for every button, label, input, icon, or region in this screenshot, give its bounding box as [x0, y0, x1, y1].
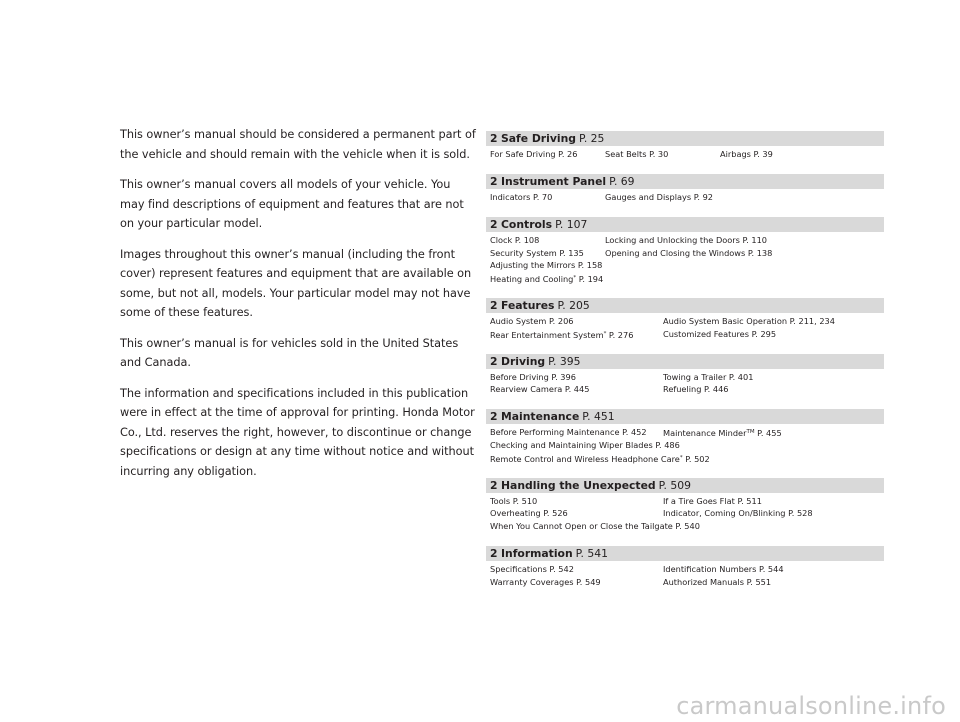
intro-text	[120, 125, 476, 492]
toc-link[interactable]: Refueling P. 446	[663, 384, 729, 395]
toc-link-text: Remote Control and Wireless Headphone Care	[490, 453, 680, 464]
toc-link[interactable]: Overheating P. 526	[490, 508, 568, 519]
toc-link[interactable]: Audio System P. 206	[490, 316, 574, 327]
toc-row	[486, 272, 884, 285]
toc-link[interactable]: Specifications P. 542	[490, 564, 574, 574]
toc-link[interactable]: Audio System Basic Operation P. 211, 234	[663, 316, 835, 327]
toc-link-page: P. 276	[606, 329, 634, 340]
toc-row	[486, 452, 884, 465]
page-reference-icon: 2	[490, 132, 498, 145]
toc-link[interactable]: When You Cannot Open or Close the Tailgate P. 540	[490, 520, 700, 531]
model-dependent-asterisk: *	[603, 330, 607, 337]
toc-row	[486, 426, 884, 439]
toc-section-maintenance	[486, 409, 884, 464]
toc-row	[486, 328, 884, 341]
toc-link[interactable]: If a Tire Goes Flat P. 511	[663, 495, 762, 506]
section-title: Maintenance	[501, 410, 580, 424]
toc-link[interactable]	[490, 272, 603, 285]
toc-row	[486, 563, 884, 576]
page-reference-icon: 2	[490, 175, 498, 189]
toc-row	[486, 371, 884, 384]
toc-link[interactable]: Identification Numbers P. 544	[663, 564, 784, 574]
section-header[interactable]	[486, 478, 884, 493]
section-title: Safe Driving	[501, 132, 576, 145]
trademark-mark: TM	[746, 429, 755, 436]
toc-link[interactable]: Opening and Closing the Windows P. 138	[605, 247, 773, 258]
section-page: P. 541	[575, 547, 608, 560]
toc-link[interactable]	[663, 426, 782, 439]
toc-row	[486, 234, 884, 247]
toc-link[interactable]: Gauges and Displays P. 92	[605, 192, 713, 203]
toc-link[interactable]: For Safe Driving P. 26	[490, 149, 578, 159]
toc-link[interactable]	[490, 452, 710, 465]
table-of-contents	[486, 131, 884, 602]
toc-link[interactable]: Airbags P. 39	[720, 149, 773, 159]
toc-row	[486, 383, 884, 396]
intro-paragraph: Images throughout this owner’s manual (including the front cover) represent features and equipment that are available on some, but not all, models. Your particular model may not have some of these features.	[120, 247, 472, 319]
toc-link-text: Rear Entertainment System	[490, 329, 604, 340]
page-reference-icon: 2	[490, 218, 498, 232]
section-page: P. 69	[609, 175, 635, 189]
intro-paragraph: This owner’s manual is for vehicles sold in the United States and Canada.	[120, 336, 459, 369]
section-header[interactable]	[486, 409, 884, 424]
page-reference-icon: 2	[490, 299, 498, 313]
toc-section-controls	[486, 217, 884, 284]
toc-link[interactable]	[490, 328, 663, 341]
toc-row	[486, 148, 884, 161]
section-title: Controls	[501, 218, 553, 232]
toc-link[interactable]: Warranty Coverages P. 549	[490, 576, 601, 587]
toc-link[interactable]: Indicators P. 70	[490, 192, 553, 203]
toc-link[interactable]: Indicator, Coming On/Blinking P. 528	[663, 508, 813, 519]
section-page: P. 451	[582, 410, 615, 424]
section-header[interactable]	[486, 298, 884, 313]
toc-link[interactable]: Before Performing Maintenance P. 452	[490, 427, 647, 438]
toc-link[interactable]: Adjusting the Mirrors P. 158	[490, 260, 603, 271]
toc-section-handling-the-unexpected	[486, 478, 884, 533]
section-title: Instrument Panel	[501, 175, 607, 189]
toc-link[interactable]: Before Driving P. 396	[490, 371, 576, 382]
toc-link-text: Heating and Cooling	[490, 273, 574, 284]
toc-row	[486, 191, 884, 204]
toc-row	[486, 315, 884, 328]
section-header[interactable]	[486, 354, 884, 369]
section-title: Information	[501, 547, 573, 560]
toc-link[interactable]: Checking and Maintaining Wiper Blades P. 486	[490, 440, 680, 451]
toc-link[interactable]: Authorized Manuals P. 551	[663, 576, 772, 587]
toc-link[interactable]: Clock P. 108	[490, 235, 540, 246]
section-header[interactable]	[486, 174, 884, 189]
toc-link[interactable]: Rearview Camera P. 445	[490, 384, 590, 395]
intro-paragraph: This owner’s manual covers all models of your vehicle. You may find descriptions of equipment and features that are not on your particular model.	[120, 178, 464, 230]
section-page: P. 107	[555, 218, 588, 232]
section-title: Features	[501, 299, 555, 313]
toc-link-page: P. 194	[576, 273, 604, 284]
section-title: Driving	[501, 354, 546, 368]
intro-paragraph: This owner’s manual should be considered a permanent part of the vehicle and should remain with the vehicle when it is sold.	[120, 128, 476, 161]
toc-link[interactable]: Tools P. 510	[490, 495, 538, 506]
toc-section-safe-driving	[486, 131, 884, 161]
toc-link[interactable]: Seat Belts P. 30	[605, 149, 669, 159]
toc-link-text: Maintenance Minder	[663, 428, 747, 439]
model-dependent-asterisk: *	[573, 274, 577, 281]
toc-row	[486, 247, 884, 260]
section-header[interactable]	[486, 546, 884, 561]
toc-link[interactable]: Customized Features P. 295	[663, 328, 777, 339]
intro-paragraph: The information and specifications included in this publication were in effect at the time of approval for printing. Honda Motor Co., Ltd. reserves the right, however, to discontinue or change specifications or design at any time without notice and without incurring any obligation.	[120, 386, 475, 478]
toc-section-instrument-panel	[486, 174, 884, 204]
toc-link[interactable]: Security System P. 135	[490, 247, 584, 258]
toc-section-driving	[486, 354, 884, 396]
toc-row	[486, 576, 884, 589]
section-header[interactable]	[486, 217, 884, 232]
toc-section-features	[486, 298, 884, 340]
toc-row	[486, 495, 884, 508]
toc-row	[486, 439, 884, 452]
toc-link[interactable]: Towing a Trailer P. 401	[663, 371, 754, 382]
toc-link[interactable]: Locking and Unlocking the Doors P. 110	[605, 235, 768, 246]
toc-section-information	[486, 546, 884, 588]
page-reference-icon: 2	[490, 354, 498, 368]
section-page: P. 395	[548, 354, 581, 368]
toc-row	[486, 507, 884, 520]
model-dependent-asterisk: *	[679, 454, 683, 461]
section-page: P. 25	[578, 132, 605, 145]
section-page: P. 509	[658, 478, 691, 492]
toc-link-page: P. 502	[682, 453, 710, 464]
watermark: carmanualsonline.info	[676, 692, 946, 720]
toc-link-page: P. 455	[754, 428, 782, 439]
section-header[interactable]	[486, 131, 884, 146]
toc-row	[486, 520, 884, 533]
page-reference-icon: 2	[490, 478, 498, 492]
page-reference-icon: 2	[490, 547, 498, 560]
section-title: Handling the Unexpected	[501, 478, 656, 492]
section-page: P. 205	[557, 299, 590, 313]
toc-row	[486, 259, 884, 272]
page-reference-icon: 2	[490, 410, 498, 424]
